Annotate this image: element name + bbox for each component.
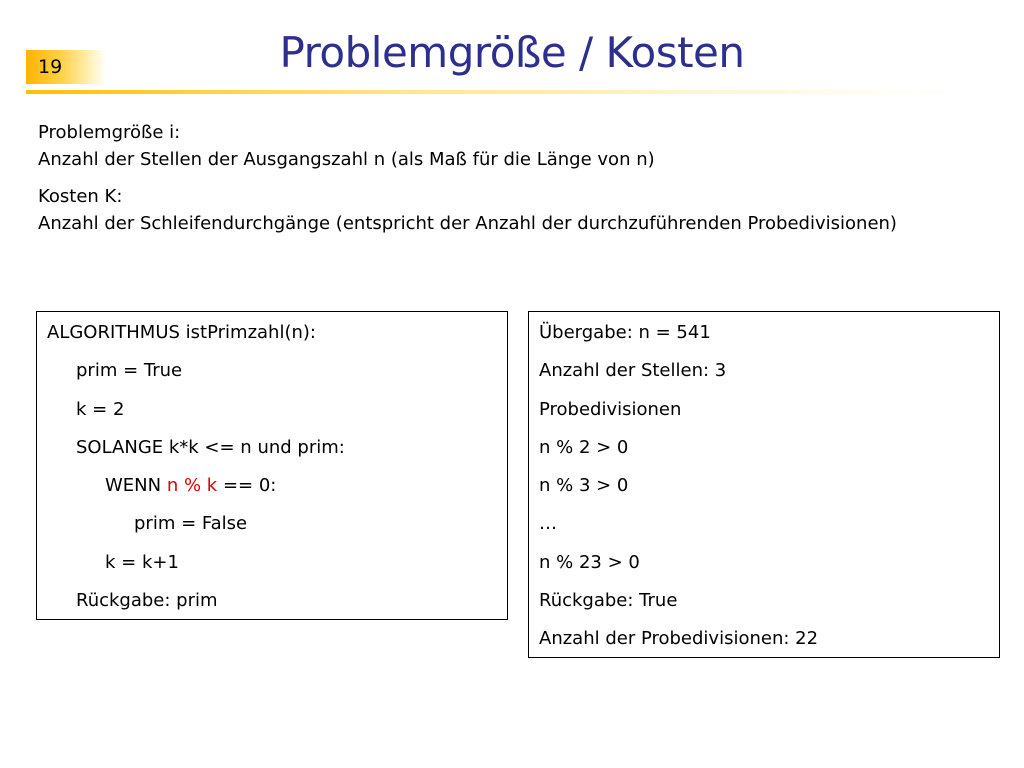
problem-size-definition <box>38 119 998 173</box>
cost-label: Kosten K: <box>38 186 123 207</box>
trace-line: n % 23 > 0 <box>539 551 640 573</box>
trace-line: Übergabe: n = 541 <box>539 322 711 343</box>
if-keyword: WENN <box>105 475 167 497</box>
trace-line: Anzahl der Stellen: 3 <box>539 360 727 382</box>
if-highlight: n % k <box>166 475 218 497</box>
algorithm-line-while: SOLANGE k*k <= n und prim: <box>76 436 345 458</box>
algorithm-header: ALGORITHMUS istPrimzahl(n): <box>47 322 316 343</box>
intro-text <box>38 119 998 247</box>
trace-line: Rückgabe: True <box>539 590 678 612</box>
algorithm-box <box>36 311 508 620</box>
trace-line: n % 3 > 0 <box>539 475 629 497</box>
cost-definition <box>38 183 998 237</box>
trace-line: n % 2 > 0 <box>539 436 629 458</box>
algorithm-line-k: k = 2 <box>76 398 125 420</box>
problem-size-label: Problemgröße i: <box>38 122 181 143</box>
cost-description: Anzahl der Schleifendurchgänge (entspricht der Anzahl der durchzuführenden Probedivisionen) <box>38 213 897 234</box>
slide-title: Problemgröße / Kosten <box>279 28 745 77</box>
algorithm-line-false: prim = False <box>134 513 248 535</box>
algorithm-line-prim: prim = True <box>76 360 183 382</box>
trace-box <box>528 311 1000 658</box>
algorithm-line-return: Rückgabe: prim <box>76 590 218 612</box>
title-divider <box>26 90 956 94</box>
slide-number: 19 <box>26 50 106 84</box>
trace-line: Anzahl der Probedivisionen: 22 <box>539 628 819 650</box>
problem-size-description: Anzahl der Stellen der Ausgangszahl n (als Maß für die Länge von n) <box>38 149 655 170</box>
trace-line: … <box>539 513 557 535</box>
algorithm-line-increment: k = k+1 <box>105 551 179 573</box>
if-condition-end: == 0: <box>217 475 277 497</box>
trace-line: Probedivisionen <box>539 398 682 420</box>
algorithm-line-if <box>47 475 507 513</box>
